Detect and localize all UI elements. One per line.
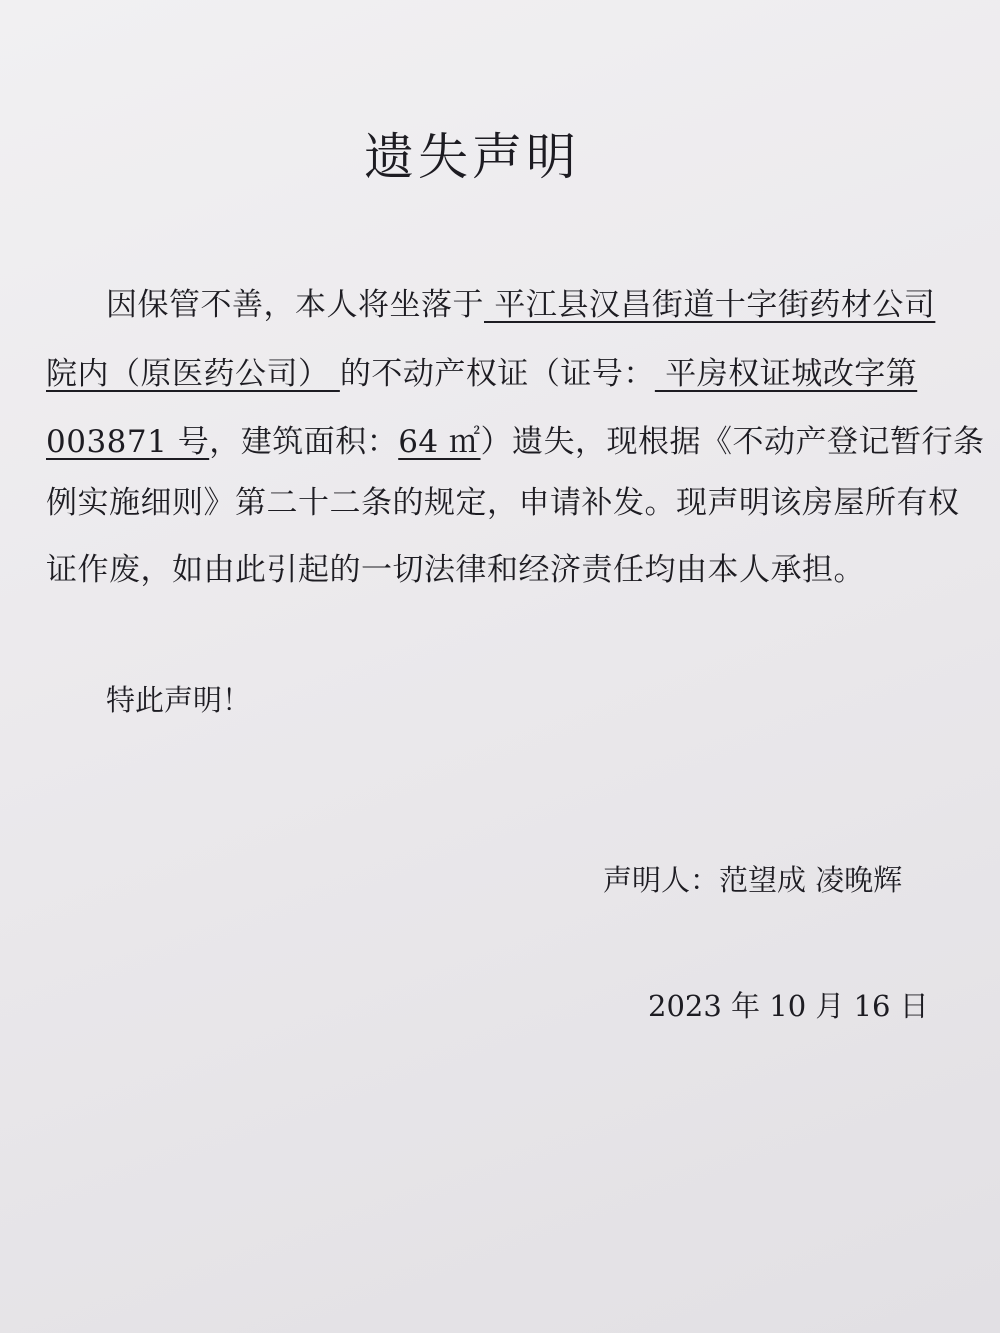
document-title: 遗失声明 <box>364 128 580 186</box>
paragraph-text: 因保管不善，本人将坐落于 <box>106 287 484 323</box>
property-location-cont: 院内（原医药公司） <box>46 356 340 392</box>
closing-statement: 特此声明！ <box>106 683 252 717</box>
paragraph-line-3 <box>46 420 985 464</box>
paragraph-line-4: 例实施细则》第二十二条的规定，申请补发。现声明该房屋所有权 <box>46 485 960 521</box>
certificate-number-cont: 003871 号 <box>46 424 210 460</box>
building-area: 64 ㎡ <box>398 424 481 460</box>
paragraph-text: ）遗失，现根据《不动产登记暂行条 <box>480 424 985 460</box>
certificate-number: 平房权证城改字第 <box>654 356 918 392</box>
paragraph-line-2 <box>46 352 917 396</box>
paragraph-line-5: 证作废，如由此引起的一切法律和经济责任均由本人承担。 <box>46 552 865 588</box>
declaration-date: 2023 年 10 月 16 日 <box>648 989 929 1023</box>
paragraph-text: ，建筑面积： <box>209 424 399 460</box>
paragraph-text: 的不动产权证（证号： <box>339 356 655 392</box>
declarant-names: 声明人：范望成 凌晚辉 <box>603 863 903 897</box>
paragraph-line-1 <box>106 283 935 327</box>
property-location: 平江县汉昌街道十字街药材公司 <box>484 287 936 323</box>
